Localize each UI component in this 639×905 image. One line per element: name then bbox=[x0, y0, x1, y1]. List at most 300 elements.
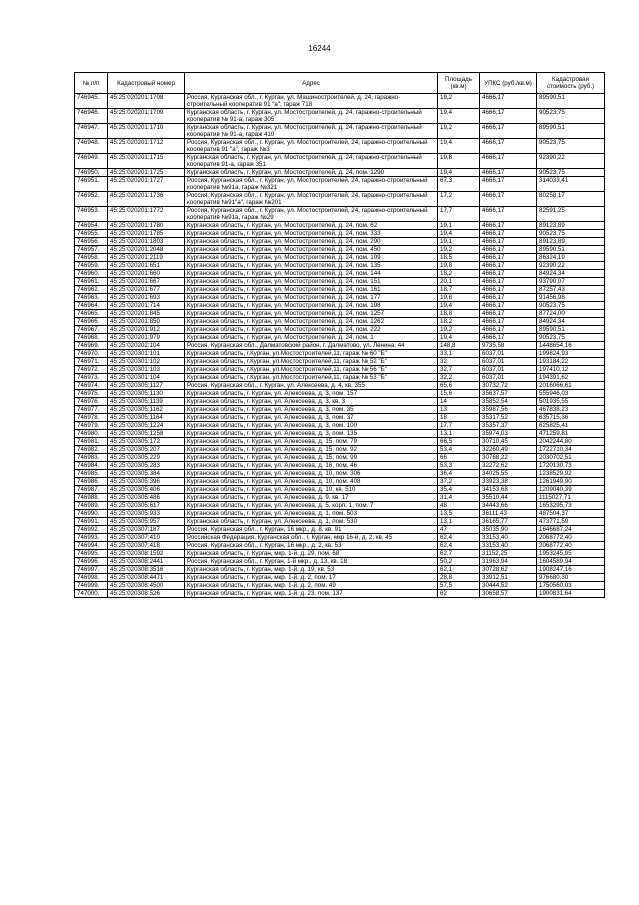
table-row bbox=[75, 574, 605, 582]
area-cell: 19,2 bbox=[438, 94, 480, 109]
table-row bbox=[75, 207, 605, 222]
cadastral-value-cell: 87257,43 bbox=[537, 286, 605, 294]
row-number-cell: 746977. bbox=[75, 406, 108, 414]
address-cell: Курганская область, г. Курган, ул. Мостостроителей, д. 24, пом. 177 bbox=[185, 294, 438, 302]
table-row bbox=[75, 486, 605, 494]
cadastral-value-cell: 473771,59 bbox=[537, 518, 605, 526]
table-row bbox=[75, 542, 605, 550]
table-row bbox=[75, 318, 605, 326]
table-row bbox=[75, 366, 605, 374]
row-number-cell: 746996. bbox=[75, 558, 108, 566]
table-row bbox=[75, 510, 605, 518]
upks-cell: 6037,01 bbox=[480, 358, 537, 366]
cadastral-number-cell: 45:25:020305:406 bbox=[108, 486, 185, 494]
table-row bbox=[75, 254, 605, 262]
cadastral-value-cell: 87724,00 bbox=[537, 310, 605, 318]
cadastral-value-cell: 1653295,73 bbox=[537, 502, 605, 510]
row-number-cell: 746964. bbox=[75, 302, 108, 310]
row-number-cell: 746950. bbox=[75, 169, 108, 177]
area-cell: 17,7 bbox=[438, 422, 480, 430]
upks-cell: 4666,17 bbox=[480, 94, 537, 109]
cadastral-number-cell: 45:25:020305:396 bbox=[108, 478, 185, 486]
address-cell: Курганская область, г. Курган, мкр. 1-й, д. 2, пом. 17 bbox=[185, 574, 438, 582]
cadastral-number-cell: 45:25:020308:3516 bbox=[108, 566, 185, 574]
table-row bbox=[75, 422, 605, 430]
cadastral-value-cell: 1750560,03 bbox=[537, 582, 605, 590]
area-cell: 28,8 bbox=[438, 574, 480, 582]
area-cell: 19,4 bbox=[438, 334, 480, 342]
cadastral-value-cell: 84924,34 bbox=[537, 318, 605, 326]
cadastral-value-cell: 92390,22 bbox=[537, 262, 605, 270]
table-row bbox=[75, 590, 605, 598]
cadastral-value-cell: 555946,03 bbox=[537, 390, 605, 398]
cadastral-number-cell: 45:25:020201:1710 bbox=[108, 124, 185, 139]
address-cell: Курганская область, г. Курган, ул. Алексеева, д. 16, пом. 46 bbox=[185, 462, 438, 470]
cadastral-value-cell: 90523,75 bbox=[537, 302, 605, 310]
area-cell: 19,4 bbox=[438, 139, 480, 154]
address-cell: Курганская область, г. Курган, ул. Алексеева, д. 1, пом. 503 bbox=[185, 510, 438, 518]
upks-cell: 6037,01 bbox=[480, 366, 537, 374]
upks-cell: 4666,17 bbox=[480, 318, 537, 326]
upks-cell: 32260,49 bbox=[480, 446, 537, 454]
cadastral-number-cell: 45:25:020301:103 bbox=[108, 366, 185, 374]
row-number-cell: 746948. bbox=[75, 139, 108, 154]
cadastral-number-cell: 45:25:020305:1139 bbox=[108, 398, 185, 406]
area-cell: 18,2 bbox=[438, 270, 480, 278]
cadastral-number-cell: 45:25:020201:2119 bbox=[108, 254, 185, 262]
area-cell: 67,3 bbox=[438, 177, 480, 192]
address-cell: Россия, Курганская обл., г. Курган, 1-й мкр., д. 13, кв. 18 bbox=[185, 558, 438, 566]
cadastral-number-cell: 45:25:020301:104 bbox=[108, 374, 185, 382]
cadastral-value-cell: 314033,41 bbox=[537, 177, 605, 192]
cadastral-number-cell: 45:25:020305:1164 bbox=[108, 414, 185, 422]
address-cell: Курганская область, г. Курган, ул. Алексеева, д. 10, пом. 408 bbox=[185, 478, 438, 486]
upks-cell: 30728,62 bbox=[480, 566, 537, 574]
upks-cell: 4666,17 bbox=[480, 207, 537, 222]
address-cell: Курганская область, г.Курган, ул.Мостостроителей,11, гараж № 60 "Б" bbox=[185, 350, 438, 358]
cadastral-number-cell: 45:25:020201:1772 bbox=[108, 207, 185, 222]
row-number-cell: 746991. bbox=[75, 518, 108, 526]
area-cell: 35,4 bbox=[438, 486, 480, 494]
cadastral-number-cell: 45:25:020201:667 bbox=[108, 278, 185, 286]
table-row bbox=[75, 342, 605, 350]
area-cell: 19,4 bbox=[438, 169, 480, 177]
cadastral-number-cell: 45:25:020305:1127 bbox=[108, 382, 185, 390]
upks-cell: 31963,94 bbox=[480, 558, 537, 566]
address-cell: Курганская область, г. Курган, ул. Мостостроителей, д. 24, пом. 144 bbox=[185, 270, 438, 278]
cadastral-value-cell: 471259,81 bbox=[537, 430, 605, 438]
table-row bbox=[75, 109, 605, 124]
table-row bbox=[75, 502, 605, 510]
upks-cell: 4666,17 bbox=[480, 139, 537, 154]
cadastral-value-cell: 2016066,61 bbox=[537, 382, 605, 390]
area-cell: 19,4 bbox=[438, 230, 480, 238]
row-number-cell: 746981. bbox=[75, 438, 108, 446]
cadastral-number-cell: 45:25:020201:1712 bbox=[108, 139, 185, 154]
cadastral-value-cell: 89590,51 bbox=[537, 124, 605, 139]
upks-cell: 32272,62 bbox=[480, 462, 537, 470]
address-cell: Курганская область, г. Курган, ул. Алексеева, д. 3, пом. 157 bbox=[185, 390, 438, 398]
cadastral-value-cell: 635715,36 bbox=[537, 414, 605, 422]
area-cell: 13,1 bbox=[438, 430, 480, 438]
cadastral-value-cell: 1209040,39 bbox=[537, 486, 605, 494]
area-cell: 19,2 bbox=[438, 124, 480, 139]
address-cell: Курганская область, г. Курган, ул. Алексеева, д. 3, пом. 135 bbox=[185, 430, 438, 438]
upks-cell: 34153,68 bbox=[480, 486, 537, 494]
upks-cell: 35317,52 bbox=[480, 414, 537, 422]
cadastral-number-cell: 45:25:020305:207 bbox=[108, 446, 185, 454]
address-cell: Курганская область, г. Курган, ул. Мостостроителей, д. 24, гаражно-строительный кооператив 91-а, гараж 351 bbox=[185, 154, 438, 169]
cadastral-number-cell: 45:25:020308:2441 bbox=[108, 558, 185, 566]
table-row bbox=[75, 94, 605, 109]
cadastral-value-cell: 89123,89 bbox=[537, 222, 605, 230]
table-row bbox=[75, 222, 605, 230]
cadastral-value-cell: 90523,75 bbox=[537, 230, 605, 238]
address-cell: Россия, Курганская обл., г. Курган, 16 мкр., д. 2, кв. 53 bbox=[185, 542, 438, 550]
row-number-cell: 746993. bbox=[75, 534, 108, 542]
upks-cell: 30732,72 bbox=[480, 382, 537, 390]
table-row bbox=[75, 154, 605, 169]
table-row bbox=[75, 286, 605, 294]
cadastral-value-cell: 90523,75 bbox=[537, 334, 605, 342]
row-number-cell: 746954. bbox=[75, 222, 108, 230]
area-cell: 33,1 bbox=[438, 350, 480, 358]
cadastral-value-cell: 89590,51 bbox=[537, 246, 605, 254]
area-cell: 13 bbox=[438, 406, 480, 414]
cadastral-number-cell: 45:25:020201:677 bbox=[108, 286, 185, 294]
cadastral-value-cell: 1646687,24 bbox=[537, 526, 605, 534]
area-cell: 36,4 bbox=[438, 470, 480, 478]
cadastral-value-cell: 194391,62 bbox=[537, 374, 605, 382]
cadastral-number-cell: 45:25:020307:187 bbox=[108, 526, 185, 534]
cadastral-value-table bbox=[74, 72, 605, 598]
upks-cell: 4666,17 bbox=[480, 238, 537, 246]
table-row bbox=[75, 334, 605, 342]
row-number-cell: 746957. bbox=[75, 246, 108, 254]
table-row bbox=[75, 169, 605, 177]
address-cell: Курганская область, г. Курган, ул. Мостостроителей, д. 24, пом. 222 bbox=[185, 326, 438, 334]
cadastral-number-cell: 45:25:020305:1162 bbox=[108, 406, 185, 414]
cadastral-number-cell: 45:25:020201:850 bbox=[108, 318, 185, 326]
table-row bbox=[75, 406, 605, 414]
area-cell: 19,1 bbox=[438, 238, 480, 246]
row-number-cell: 746999. bbox=[75, 582, 108, 590]
row-number-cell: 746994. bbox=[75, 542, 108, 550]
cadastral-value-cell: 80258,17 bbox=[537, 192, 605, 207]
upks-cell: 4666,17 bbox=[480, 230, 537, 238]
area-cell: 148,8 bbox=[438, 342, 480, 350]
table-row bbox=[75, 177, 605, 192]
cadastral-value-cell: 193184,22 bbox=[537, 358, 605, 366]
row-number-cell: 746978. bbox=[75, 414, 108, 422]
cadastral-value-cell: 1604589,94 bbox=[537, 558, 605, 566]
cadastral-number-cell: 45:25:020201:912 bbox=[108, 326, 185, 334]
address-cell: Курганская область, г. Курган, ул. Мостостроителей, д. 24, пом. 198 bbox=[185, 302, 438, 310]
table-row bbox=[75, 310, 605, 318]
address-cell: Курганская область, г. Курган, мкр. 1-й, д. 23, пом. 137 bbox=[185, 590, 438, 598]
upks-cell: 4666,17 bbox=[480, 286, 537, 294]
upks-cell: 33923,38 bbox=[480, 478, 537, 486]
area-cell: 19,8 bbox=[438, 262, 480, 270]
row-number-cell: 746947. bbox=[75, 124, 108, 139]
address-cell: Курганская область, г. Курган, ул. Алексеева, д. 5, корп. 1, пом. 7 bbox=[185, 502, 438, 510]
row-number-cell: 746962. bbox=[75, 286, 108, 294]
address-cell: Курганская область, г.Курган, ул.Мостостроителей,11, гараж № 52 "Б" bbox=[185, 358, 438, 366]
row-number-cell: 746975. bbox=[75, 390, 108, 398]
column-header-cadastral-number: Кадастровый номер bbox=[108, 73, 185, 94]
upks-cell: 4666,17 bbox=[480, 109, 537, 124]
cadastral-value-cell: 82591,25 bbox=[537, 207, 605, 222]
column-header-cadastral-value: Кадастровая стоимость (руб.) bbox=[537, 73, 605, 94]
cadastral-value-cell: 93790,07 bbox=[537, 278, 605, 286]
table-row bbox=[75, 518, 605, 526]
cadastral-number-cell: 45:25:020308:4471 bbox=[108, 574, 185, 582]
cadastral-number-cell: 45:25:020307:410 bbox=[108, 534, 185, 542]
row-number-cell: 746970. bbox=[75, 350, 108, 358]
address-cell: Россия, Курганская обл., г. Курган, ул. Машиностроителей, д. 24, гаражно-строительный кооператив 91 "а", гараж 718 bbox=[185, 94, 438, 109]
table-row bbox=[75, 550, 605, 558]
area-cell: 62 bbox=[438, 590, 480, 598]
upks-cell: 30658,57 bbox=[480, 590, 537, 598]
address-cell: Курганская область, г.Курган, ул.Мостостроителей,11, гараж № 56 "Б" bbox=[185, 366, 438, 374]
area-cell: 18,2 bbox=[438, 318, 480, 326]
cadastral-number-cell: 45:25:020201:1708 bbox=[108, 94, 185, 109]
area-cell: 48 bbox=[438, 502, 480, 510]
table-row bbox=[75, 246, 605, 254]
address-cell: Россия, Курганская обл., Далматовский район, г. Далматово, ул. Ленина, 44 bbox=[185, 342, 438, 350]
upks-cell: 35637,57 bbox=[480, 390, 537, 398]
row-number-cell: 746973. bbox=[75, 374, 108, 382]
area-cell: 19,4 bbox=[438, 109, 480, 124]
column-header-area: Площадь (кв.м) bbox=[438, 73, 480, 94]
row-number-cell: 746979. bbox=[75, 422, 108, 430]
cadastral-number-cell: 45:25:020308:4500 bbox=[108, 582, 185, 590]
table-row bbox=[75, 454, 605, 462]
upks-cell: 4666,17 bbox=[480, 262, 537, 270]
upks-cell: 4666,17 bbox=[480, 154, 537, 169]
row-number-cell: 746961. bbox=[75, 278, 108, 286]
cadastral-number-cell: 45:25:020201:1725 bbox=[108, 169, 185, 177]
cadastral-value-cell: 625825,41 bbox=[537, 422, 605, 430]
row-number-cell: 746974. bbox=[75, 382, 108, 390]
upks-cell: 33912,51 bbox=[480, 574, 537, 582]
row-number-cell: 746990. bbox=[75, 510, 108, 518]
area-cell: 14 bbox=[438, 398, 480, 406]
cadastral-value-cell: 501935,55 bbox=[537, 398, 605, 406]
upks-cell: 33153,40 bbox=[480, 534, 537, 542]
row-number-cell: 746951. bbox=[75, 177, 108, 192]
row-number-cell: 746968. bbox=[75, 334, 108, 342]
row-number-cell: 746956. bbox=[75, 238, 108, 246]
row-number-cell: 746965. bbox=[75, 310, 108, 318]
cadastral-number-cell: 45:25:020201:651 bbox=[108, 262, 185, 270]
upks-cell: 4666,17 bbox=[480, 310, 537, 318]
address-cell: Курганская область, г. Курган, ул. Мостостроителей, д. 24, пом. 62 bbox=[185, 222, 438, 230]
table-row bbox=[75, 494, 605, 502]
address-cell: Курганская область, г. Курган, ул. Мостостроителей, д. 24, пом. 1290 bbox=[185, 169, 438, 177]
table-row bbox=[75, 350, 605, 358]
row-number-cell: 746988. bbox=[75, 494, 108, 502]
row-number-cell: 746986. bbox=[75, 478, 108, 486]
address-cell: Курганская область, г. Курган, мкр. 1-й, д. 2, пом. 49 bbox=[185, 582, 438, 590]
row-number-cell: 746989. bbox=[75, 502, 108, 510]
upks-cell: 4666,17 bbox=[480, 294, 537, 302]
area-cell: 17,2 bbox=[438, 192, 480, 207]
address-cell: Курганская область, г. Курган, мкр. 1-й, д. 19, кв. 53 bbox=[185, 566, 438, 574]
cadastral-value-cell: 1448654,16 bbox=[537, 342, 605, 350]
upks-cell: 35987,56 bbox=[480, 406, 537, 414]
cadastral-value-cell: 90523,75 bbox=[537, 109, 605, 124]
cadastral-number-cell: 45:25:020301:101 bbox=[108, 350, 185, 358]
upks-cell: 30710,45 bbox=[480, 438, 537, 446]
cadastral-number-cell: 45:25:020305:486 bbox=[108, 494, 185, 502]
address-cell: Курганская область, г. Курган, ул. Мостостроителей, д. 24, пом. 151 bbox=[185, 278, 438, 286]
area-cell: 18,8 bbox=[438, 310, 480, 318]
table-header-row bbox=[75, 73, 605, 94]
area-cell: 66 bbox=[438, 454, 480, 462]
row-number-cell: 747000. bbox=[75, 590, 108, 598]
cadastral-value-cell: 1908247,16 bbox=[537, 566, 605, 574]
upks-cell: 4666,17 bbox=[480, 278, 537, 286]
area-cell: 32 bbox=[438, 358, 480, 366]
table-row bbox=[75, 139, 605, 154]
cadastral-number-cell: 45:25:020305:1258 bbox=[108, 430, 185, 438]
address-cell: Россия, Курганская обл., г. Курган, ул. Алексеева, д. 4, кв. 355 bbox=[185, 382, 438, 390]
address-cell: Курганская область, г. Курган, мкр. 1-й, д. 29, пом. 68 bbox=[185, 550, 438, 558]
row-number-cell: 746997. bbox=[75, 566, 108, 574]
cadastral-value-cell: 90523,75 bbox=[537, 169, 605, 177]
address-cell: Россия, Курганская обл., г. Курган, ул. Мостостроителей, 24, гаражно-строительный кооператив №91а, гараж №29 bbox=[185, 207, 438, 222]
table-row bbox=[75, 124, 605, 139]
upks-cell: 4666,17 bbox=[480, 302, 537, 310]
cadastral-number-cell: 45:25:020305:933 bbox=[108, 510, 185, 518]
area-cell: 37,2 bbox=[438, 478, 480, 486]
area-cell: 66,5 bbox=[438, 438, 480, 446]
table-row bbox=[75, 374, 605, 382]
address-cell: Курганская область, г. Курган, ул. Мостостроителей, д. 24, пом. 109 bbox=[185, 254, 438, 262]
table-row bbox=[75, 478, 605, 486]
row-number-cell: 746952. bbox=[75, 192, 108, 207]
row-number-cell: 746985. bbox=[75, 470, 108, 478]
page-number: 16244 bbox=[308, 44, 331, 53]
area-cell: 50,2 bbox=[438, 558, 480, 566]
cadastral-value-cell: 467838,23 bbox=[537, 406, 605, 414]
cadastral-number-cell: 45:25:020308:526 bbox=[108, 590, 185, 598]
address-cell: Курганская область, г. Курган, ул. Алексеева, д. 15, пом. 99 bbox=[185, 454, 438, 462]
row-number-cell: 746972. bbox=[75, 366, 108, 374]
table-row bbox=[75, 430, 605, 438]
area-cell: 62,4 bbox=[438, 534, 480, 542]
cadastral-value-cell: 90523,75 bbox=[537, 139, 605, 154]
address-cell: Курганская область, г. Курган, ул. Мостостроителей, д. 24, пом. 333 bbox=[185, 230, 438, 238]
table-row bbox=[75, 382, 605, 390]
cadastral-value-cell: 1238529,92 bbox=[537, 470, 605, 478]
area-cell: 62,4 bbox=[438, 542, 480, 550]
area-cell: 19,4 bbox=[438, 302, 480, 310]
row-number-cell: 746949. bbox=[75, 154, 108, 169]
cadastral-value-cell: 1115027,71 bbox=[537, 494, 605, 502]
upks-cell: 36111,43 bbox=[480, 510, 537, 518]
area-cell: 62,7 bbox=[438, 550, 480, 558]
area-cell: 20,1 bbox=[438, 278, 480, 286]
address-cell: Курганская область, г.Курган, ул.Мостостроителей,11, гараж № 53 "Б" bbox=[185, 374, 438, 382]
area-cell: 13,5 bbox=[438, 510, 480, 518]
address-cell: Курганская область, г. Курган, ул. Алексеева, д. 9, кв. 17 bbox=[185, 494, 438, 502]
cadastral-number-cell: 45:25:020201:1785 bbox=[108, 230, 185, 238]
cadastral-number-cell: 45:25:020201:979 bbox=[108, 334, 185, 342]
cadastral-number-cell: 45:25:020305:1224 bbox=[108, 422, 185, 430]
address-cell: Курганская область, г. Курган, ул. Алексеева, д. 3, пом. 100 bbox=[185, 422, 438, 430]
cadastral-value-cell: 2030702,51 bbox=[537, 454, 605, 462]
row-number-cell: 746983. bbox=[75, 454, 108, 462]
row-number-cell: 746980. bbox=[75, 430, 108, 438]
cadastral-number-cell: 45:25:020305:172 bbox=[108, 438, 185, 446]
upks-cell: 35035,90 bbox=[480, 526, 537, 534]
row-number-cell: 746976. bbox=[75, 398, 108, 406]
cadastral-number-cell: 45:25:020305:957 bbox=[108, 518, 185, 526]
cadastral-number-cell: 45:25:020201:660 bbox=[108, 270, 185, 278]
table-row bbox=[75, 446, 605, 454]
cadastral-number-cell: 45:25:020305:1130 bbox=[108, 390, 185, 398]
area-cell: 65,6 bbox=[438, 382, 480, 390]
cadastral-value-cell: 1722710,34 bbox=[537, 446, 605, 454]
area-cell: 18,5 bbox=[438, 254, 480, 262]
upks-cell: 4666,17 bbox=[480, 246, 537, 254]
upks-cell: 4666,17 bbox=[480, 334, 537, 342]
upks-cell: 6037,01 bbox=[480, 374, 537, 382]
upks-cell: 9735,58 bbox=[480, 342, 537, 350]
upks-cell: 34443,66 bbox=[480, 502, 537, 510]
cadastral-number-cell: 45:25:020201:1715 bbox=[108, 154, 185, 169]
cadastral-number-cell: 45:25:020301:102 bbox=[108, 358, 185, 366]
table-row bbox=[75, 398, 605, 406]
address-cell: Курганская область, г. Курган, ул. Мостостроителей, д. 24, пом. 1 bbox=[185, 334, 438, 342]
area-cell: 19,6 bbox=[438, 294, 480, 302]
cadastral-value-cell: 1953245,95 bbox=[537, 550, 605, 558]
area-cell: 17,7 bbox=[438, 207, 480, 222]
table-row bbox=[75, 230, 605, 238]
address-cell: Курганская область, г. Курган, ул. Мостостроителей, д. 24, пом. 161 bbox=[185, 286, 438, 294]
cadastral-value-cell: 2068772,40 bbox=[537, 534, 605, 542]
area-cell: 57,5 bbox=[438, 582, 480, 590]
row-number-cell: 746953. bbox=[75, 207, 108, 222]
cadastral-number-cell: 45:25:020201:1736 bbox=[108, 192, 185, 207]
cadastral-number-cell: 45:25:020305:384 bbox=[108, 470, 185, 478]
address-cell: Курганская область, г. Курган, ул. Мостостроителей, д. 24, пом. 135 bbox=[185, 262, 438, 270]
address-cell: Россия, Курганская обл., г. Курган, ул. Мостостроителей, 24, гаражно-строительный кооператив №91"а", гараж №201 bbox=[185, 192, 438, 207]
upks-cell: 35852,54 bbox=[480, 398, 537, 406]
row-number-cell: 746967. bbox=[75, 326, 108, 334]
upks-cell: 4666,17 bbox=[480, 169, 537, 177]
table-row bbox=[75, 358, 605, 366]
cadastral-number-cell: 45:25:020201:1780 bbox=[108, 222, 185, 230]
address-cell: Курганская область, г. Курган, ул. Алексеева, д. 10, пом. 306 bbox=[185, 470, 438, 478]
cadastral-value-cell: 86324,19 bbox=[537, 254, 605, 262]
area-cell: 19,8 bbox=[438, 154, 480, 169]
table-row bbox=[75, 390, 605, 398]
row-number-cell: 746960. bbox=[75, 270, 108, 278]
area-cell: 19,2 bbox=[438, 246, 480, 254]
table-row bbox=[75, 566, 605, 574]
cadastral-value-cell: 89590,51 bbox=[537, 94, 605, 109]
cadastral-number-cell: 45:25:020201:845 bbox=[108, 310, 185, 318]
table-row bbox=[75, 438, 605, 446]
column-header-upks: УПКС (руб./кв.м) bbox=[480, 73, 537, 94]
table-row bbox=[75, 526, 605, 534]
row-number-cell: 746963. bbox=[75, 294, 108, 302]
cadastral-number-cell: 45:25:020201:1727 bbox=[108, 177, 185, 192]
upks-cell: 4666,17 bbox=[480, 124, 537, 139]
